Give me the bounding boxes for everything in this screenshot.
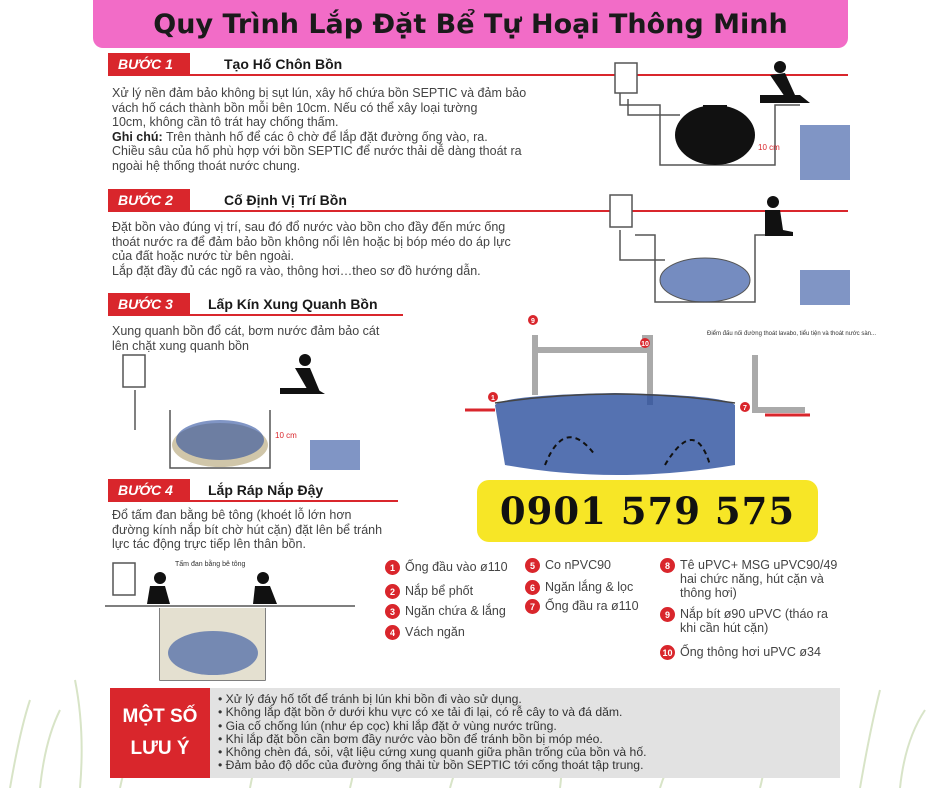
legend-item bbox=[660, 558, 840, 600]
step-4-text bbox=[112, 508, 412, 552]
connect-note-label: Điểm đấu nối đường thoát lavabo, tiểu tiện và thoát nước sàn... bbox=[707, 331, 877, 337]
legend-number: 2 bbox=[385, 584, 400, 599]
text-line: Xử lý nền đảm bảo không bị sụt lún, xây hố chứa bồn SEPTIC và đảm bảo bbox=[112, 86, 527, 100]
worker-kneeling-icon bbox=[765, 196, 793, 236]
legend-item bbox=[525, 580, 655, 595]
worker-kneeling-icon bbox=[147, 572, 277, 604]
page-title: Quy Trình Lắp Đặt Bể Tự Hoại Thông Minh bbox=[153, 8, 788, 40]
legend-number: 10 bbox=[660, 645, 675, 660]
text-line: Lắp đặt đầy đủ các ngõ ra vào, thông hơi…theo sơ đồ hướng dẫn. bbox=[112, 263, 481, 278]
step-badge: BƯỚC 3 bbox=[108, 293, 190, 315]
legend-item bbox=[525, 599, 655, 614]
text-line: Chiều sâu của hố phù hợp với bồn SEPTIC để nước thải dễ dàng thoát ra bbox=[112, 144, 522, 158]
gap-label: 10 cm bbox=[758, 143, 780, 152]
phone-banner[interactable] bbox=[477, 480, 818, 542]
step-3-text bbox=[112, 324, 402, 353]
legend-text: Nắp bể phốt bbox=[405, 584, 474, 598]
text-line: đường kính nắp bít chờ hút cặn) đặt lên bể tránh bbox=[112, 522, 383, 537]
svg-text:1: 1 bbox=[491, 395, 495, 402]
legend-number: 7 bbox=[525, 599, 540, 614]
worker-shoveling-icon bbox=[280, 354, 325, 394]
legend-text: Ngăn lắng & lọc bbox=[545, 580, 634, 594]
list-item: • Khi lắp đặt bồn cần bơm đầy nước vào bồn để tránh bồn bị móp méo. bbox=[218, 733, 647, 746]
text-line: 10cm, không cần tô trát hay chống thấm. bbox=[112, 115, 339, 129]
text-line: Đổ tấm đan bằng bê tông (khoét lỗ lớn hơn bbox=[112, 508, 352, 522]
svg-text:7: 7 bbox=[743, 405, 747, 412]
phone-number[interactable]: 0901 579 575 bbox=[499, 489, 796, 533]
text-line: lên chặt xung quanh bồn bbox=[112, 338, 249, 353]
gap-label: 10 cm bbox=[275, 431, 297, 440]
step-name: Lấp Kín Xung Quanh Bồn bbox=[208, 296, 378, 312]
legend-item bbox=[660, 645, 840, 660]
step-2-text bbox=[112, 220, 602, 278]
legend-text: Tê uPVC+ MSG uPVC90/49 hai chức năng, hút cặn và thông hơi) bbox=[680, 558, 838, 600]
step-3-header bbox=[108, 292, 403, 316]
notes-label-bottom: LƯU Ý bbox=[130, 738, 190, 759]
legend-text: Ống đầu vào ø110 bbox=[405, 560, 508, 574]
title-banner bbox=[93, 0, 848, 48]
legend-item bbox=[385, 584, 515, 599]
notes-panel bbox=[110, 688, 840, 778]
note-line bbox=[112, 130, 592, 145]
text-line: thoát nước ra để đảm bảo bồn không nổi lên hoặc bị bóp méo do áp lực bbox=[112, 234, 511, 249]
notes-label bbox=[110, 688, 210, 778]
notes-list bbox=[218, 693, 647, 773]
legend-item bbox=[385, 625, 515, 640]
step-2-illustration bbox=[605, 190, 850, 305]
text-line: lực tác động trực tiếp lên thân bồn. bbox=[112, 537, 306, 551]
text-line: vách hố cách thành bồn mỗi bên 10cm. Nếu có thể xây loại tường bbox=[112, 100, 478, 115]
legend-text: Ngăn chứa & lắng bbox=[405, 604, 506, 618]
svg-text:10: 10 bbox=[641, 341, 649, 348]
step-1-text bbox=[112, 86, 592, 173]
step-4-illustration bbox=[105, 558, 355, 683]
legend-number: 3 bbox=[385, 604, 400, 619]
step-badge: BƯỚC 4 bbox=[108, 479, 190, 501]
legend-text: Co nPVC90 bbox=[545, 558, 612, 572]
list-item: • Gia cố chống lún (như ép cọc) khi lắp đặt ở vùng nước trũng. bbox=[218, 720, 647, 733]
note-label: Ghi chú: bbox=[112, 129, 163, 144]
legend-item bbox=[660, 607, 840, 635]
list-item: • Không lắp đặt bồn ở dưới khu vực có xe tải đi lại, có rễ cây to và đá dăm. bbox=[218, 706, 647, 719]
step-1-illustration bbox=[600, 55, 850, 180]
list-item: • Đảm bảo độ dốc của đường ống thải từ bồn SEPTIC tới cống thoát tập trung. bbox=[218, 759, 647, 772]
legend-number: 8 bbox=[660, 558, 675, 573]
legend-number: 6 bbox=[525, 580, 540, 595]
step-badge: BƯỚC 1 bbox=[108, 53, 190, 75]
legend-text: Nắp bít ø90 uPVC (tháo ra khi cần hút cặn) bbox=[680, 607, 828, 635]
legend-number: 9 bbox=[660, 607, 675, 622]
notes-label-top: MỘT SỐ bbox=[122, 706, 198, 727]
step-divider bbox=[108, 314, 403, 316]
legend-text: Ống đầu ra ø110 bbox=[545, 599, 639, 613]
legend-item bbox=[525, 558, 655, 573]
text-line: Đặt bồn vào đúng vị trí, sau đó đổ nước vào bồn cho đầy đến mức ống bbox=[112, 220, 506, 234]
list-item: • Không chèn đá, sỏi, vật liệu cứng xung quanh giữa phần trống của bồn và hố. bbox=[218, 746, 647, 759]
text-line: Xung quanh bồn đổ cát, bơm nước đảm bảo cát bbox=[112, 324, 380, 338]
legend-number: 1 bbox=[385, 560, 400, 575]
step-name: Lắp Ráp Nắp Đậy bbox=[208, 482, 324, 498]
step-divider bbox=[108, 500, 398, 502]
legend-number: 5 bbox=[525, 558, 540, 573]
legend-item bbox=[385, 560, 515, 575]
worker-digging-icon bbox=[760, 61, 810, 103]
text-line: Trên thành hố để các ô chờ để lắp đặt đường ống vào, ra. bbox=[162, 129, 488, 144]
step-name: Cố Định Vị Trí Bồn bbox=[224, 192, 347, 208]
legend-text: Vách ngăn bbox=[405, 625, 465, 639]
step-name: Tạo Hố Chôn Bồn bbox=[224, 56, 343, 72]
text-line: của đất hoặc nước từ bên ngoài. bbox=[112, 249, 294, 263]
legend-number: 4 bbox=[385, 625, 400, 640]
text-line: ngoài hệ thống thoát nước chung. bbox=[112, 158, 301, 173]
legend-text: Ống thông hơi uPVC ø34 bbox=[680, 645, 821, 659]
tank-cross-section-diagram bbox=[465, 315, 877, 480]
step-3-illustration bbox=[115, 350, 360, 470]
legend-item bbox=[385, 604, 515, 619]
step-4-header bbox=[108, 478, 398, 502]
list-item: • Xử lý đáy hố tốt để tránh bị lún khi bồn đi vào sử dụng. bbox=[218, 693, 647, 706]
svg-text:9: 9 bbox=[531, 318, 535, 325]
step-badge: BƯỚC 2 bbox=[108, 189, 190, 211]
slab-label: Tấm đan bằng bê tông bbox=[175, 561, 246, 568]
